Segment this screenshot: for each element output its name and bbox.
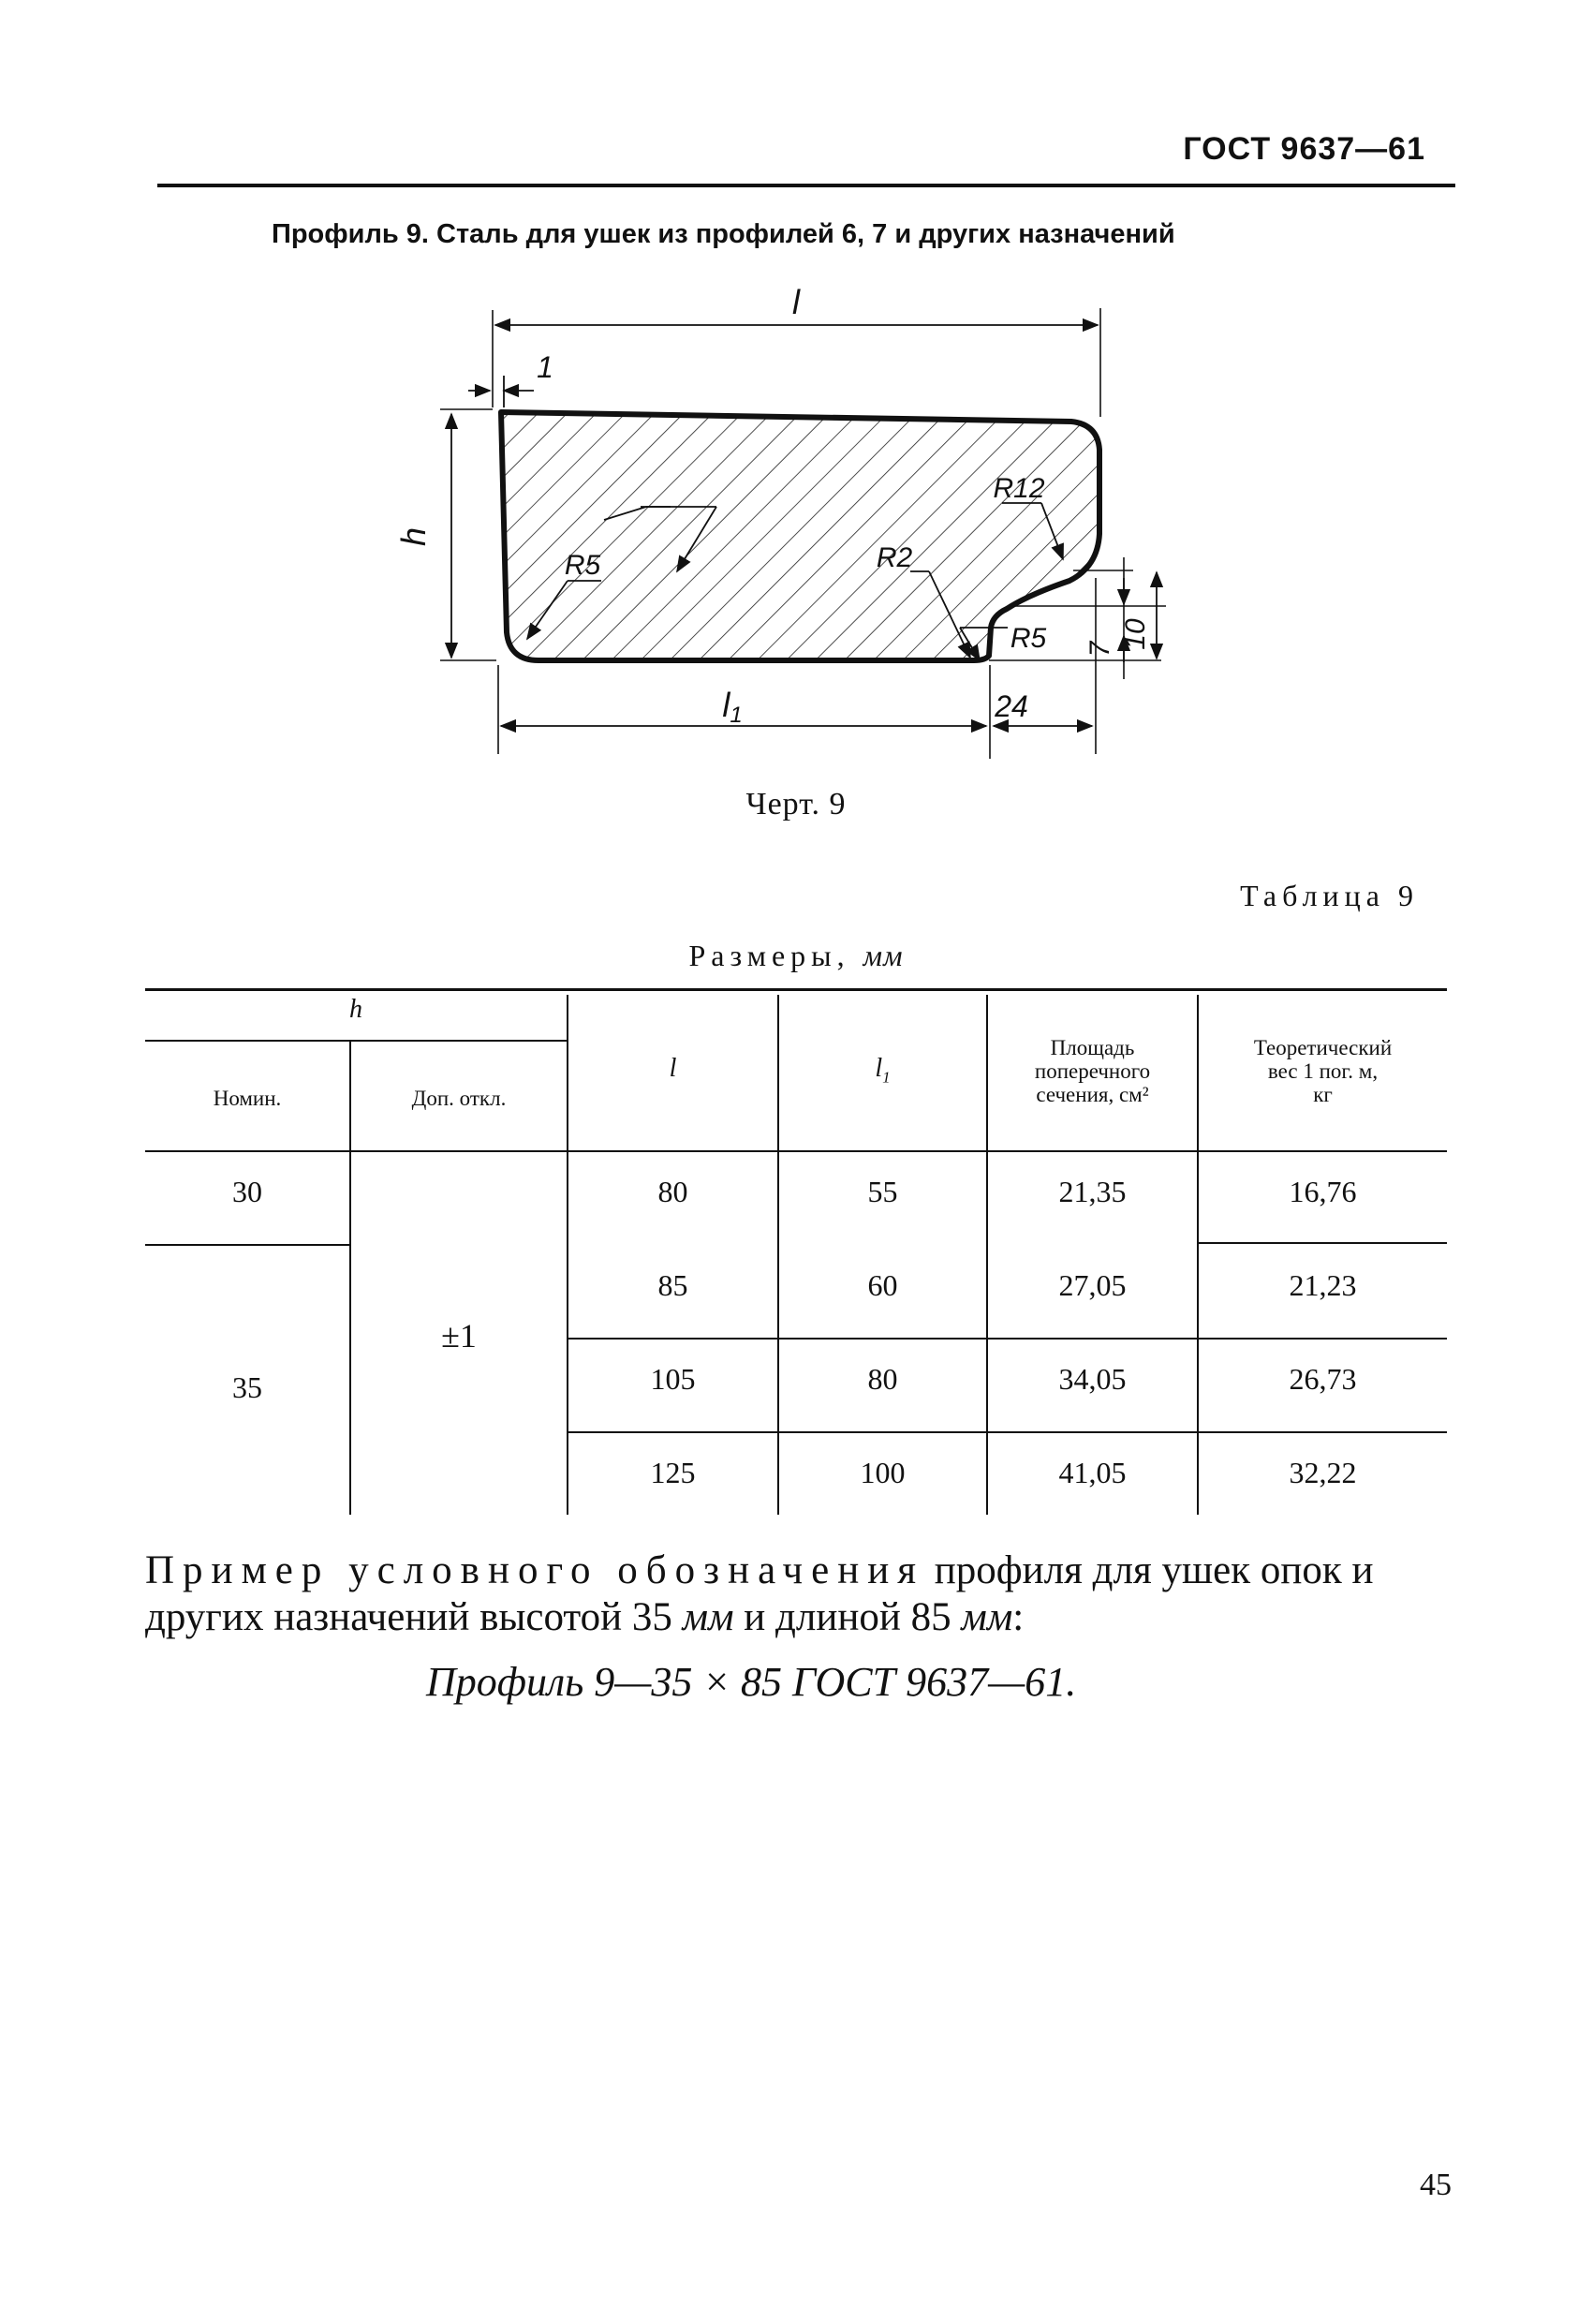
label-l: l xyxy=(792,283,800,321)
header-area: Площадь поперечного сечения, см² xyxy=(1034,1036,1151,1106)
sizes-caption: Размеры, мм xyxy=(688,939,904,972)
cell-l: 80 xyxy=(657,1175,688,1208)
label-l1: l1 xyxy=(722,686,743,728)
cell-l1: 60 xyxy=(867,1268,898,1302)
example-lead: Пример условного обозначения xyxy=(145,1548,925,1592)
example-paragraph xyxy=(145,1547,1447,1641)
drawing-caption: Черт. 9 xyxy=(745,787,847,822)
cell-l1: 80 xyxy=(867,1362,898,1396)
label-r5-left: R5 xyxy=(564,550,601,581)
example-formula: Профиль 9—35 × 85 ГОСТ 9637—61. xyxy=(426,1659,1077,1705)
cell-weight: 32,22 xyxy=(1289,1456,1357,1489)
table-h-subheader-rule xyxy=(145,1040,567,1042)
example-unit-1: мм xyxy=(682,1595,734,1639)
label-seven: 7 xyxy=(1084,641,1115,658)
example-text-2: и длиной 85 xyxy=(733,1595,962,1639)
table-top-rule xyxy=(145,988,1447,991)
example-text-3: : xyxy=(1012,1595,1025,1639)
cell-weight: 21,23 xyxy=(1289,1268,1357,1302)
example-text-1: профиля для ушек опок и других назначений высотой 35 xyxy=(145,1548,1374,1639)
cell-l1: 100 xyxy=(860,1456,906,1489)
profile-drawing xyxy=(394,283,1208,773)
label-ten: 10 xyxy=(1120,618,1151,650)
example-unit-2: мм xyxy=(961,1595,1013,1639)
profile-title: Профиль 9. Сталь для ушек из профилей 6, 7 и других назначений xyxy=(272,219,1175,249)
h-nominal-35: 35 xyxy=(232,1370,262,1404)
label-h: h xyxy=(394,526,433,547)
table-header-bottom-rule xyxy=(145,1150,1447,1152)
header-weight: Теоретический вес 1 пог. м, кг xyxy=(1253,1036,1393,1106)
table-col-rule-dop xyxy=(349,1042,351,1515)
header-nomin: Номин. xyxy=(213,1087,282,1110)
cell-area: 27,05 xyxy=(1058,1268,1127,1302)
h-nominal-30: 30 xyxy=(232,1175,262,1208)
header-rule xyxy=(157,184,1455,187)
header-l1: $l_1$ xyxy=(875,1054,891,1087)
cell-area: 34,05 xyxy=(1058,1362,1127,1396)
table-row-rule-2 xyxy=(567,1338,1447,1340)
document-code: ГОСТ 9637—61 xyxy=(1183,131,1425,167)
table-row-rule-3 xyxy=(567,1431,1447,1433)
table-row-rule-1 xyxy=(145,1244,349,1246)
cell-l: 105 xyxy=(650,1362,696,1396)
cell-area: 21,35 xyxy=(1058,1175,1127,1208)
header-dop: Доп. откл. xyxy=(411,1087,507,1110)
h-tolerance: ±1 xyxy=(441,1317,477,1354)
label-one: 1 xyxy=(537,350,553,384)
cell-l: 85 xyxy=(657,1268,688,1302)
label-twenty-four: 24 xyxy=(995,689,1028,723)
label-r5-right: R5 xyxy=(1010,623,1047,654)
cell-weight: 26,73 xyxy=(1289,1362,1357,1396)
header-h: h xyxy=(349,995,362,1024)
label-r2: R2 xyxy=(876,542,913,573)
page-number: 45 xyxy=(1420,2168,1452,2202)
cell-weight: 16,76 xyxy=(1289,1175,1357,1208)
table-label: Таблица 9 xyxy=(1240,879,1419,912)
cell-l1: 55 xyxy=(867,1175,898,1208)
label-r12: R12 xyxy=(993,473,1045,504)
header-l: l xyxy=(669,1054,677,1083)
cell-l: 125 xyxy=(650,1456,696,1489)
cell-area: 41,05 xyxy=(1058,1456,1127,1489)
table-row-rule-1b xyxy=(1199,1242,1447,1244)
